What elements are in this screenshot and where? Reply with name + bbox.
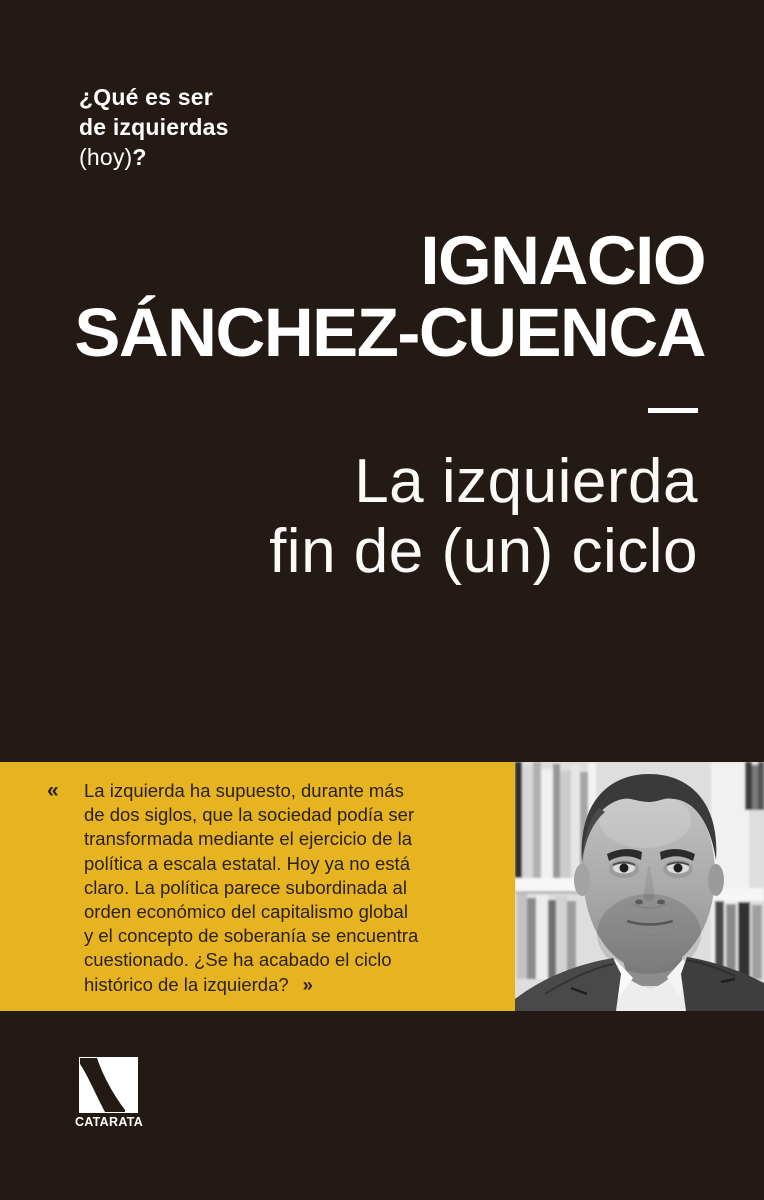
- quote-last-line: histórico de la izquierda?: [84, 973, 289, 995]
- quote-line: [84, 973, 418, 997]
- author-name: [74, 222, 705, 371]
- title-divider: [648, 408, 698, 413]
- tagline-line-3: [79, 142, 229, 172]
- quote-line: cuestionado. ¿Se ha acabado el ciclo: [84, 949, 392, 971]
- author-photo: [515, 762, 764, 1011]
- quote-text: [84, 779, 418, 997]
- quote-line: orden económico del capitalismo global: [84, 901, 408, 923]
- quote-line: de dos siglos, que la sociedad podía ser: [84, 804, 415, 826]
- quote-line: La izquierda ha supuesto, durante más: [84, 780, 404, 801]
- book-title-line-1: La izquierda: [354, 447, 698, 516]
- author-name-line-2: SÁNCHEZ-CUENCA: [74, 294, 705, 371]
- quote-line: y el concepto de soberanía se encuentra: [84, 925, 419, 947]
- author-name-line-1: IGNACIO: [420, 222, 705, 299]
- quote-line: transformada mediante el ejercicio de la: [84, 828, 413, 850]
- book-title: [269, 447, 698, 587]
- publisher-logo: [79, 1057, 138, 1113]
- quote-box: [0, 762, 515, 1011]
- tagline-line-1: ¿Qué es ser: [79, 84, 213, 110]
- quote-open-guillemet: «: [47, 779, 59, 802]
- tagline-question-mark: ?: [132, 144, 147, 170]
- quote-line: política a escala estatal. Hoy ya no está: [84, 852, 410, 874]
- tagline-hoy: (hoy): [79, 144, 133, 170]
- publisher-name: CATARATA: [74, 1115, 144, 1129]
- tagline-line-2: de izquierdas: [79, 114, 229, 140]
- book-title-line-2: fin de (un) ciclo: [269, 517, 698, 586]
- quote-close-guillemet: »: [302, 973, 313, 995]
- author-photo-illustration: [515, 762, 764, 1011]
- tagline: [79, 82, 229, 172]
- catarata-waterfall-icon: [79, 1057, 138, 1113]
- quote-line: claro. La política parece subordinada al: [84, 876, 407, 898]
